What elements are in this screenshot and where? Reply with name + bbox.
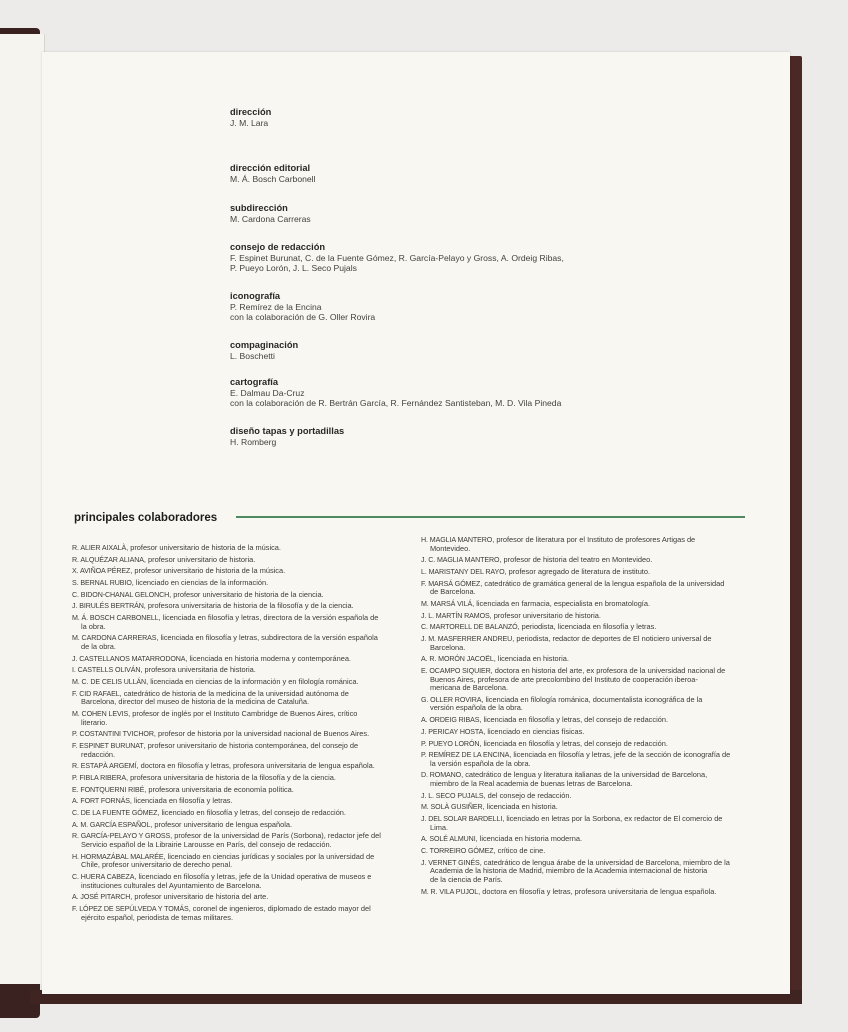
collaborator-description: , licenciada en filología románica, documentalista iconográfica de la: [481, 694, 703, 704]
collaborator-description: , doctora en historia del arte, ex profesora de la universidad nacional de: [490, 665, 726, 675]
collaborator-name: J. M. MASFERRER ANDREU: [421, 635, 513, 643]
collaborator-name: P. REMÍREZ DE LA ENCINA: [421, 751, 510, 760]
collaborator-entry: [72, 591, 400, 600]
collaborator-description: , profesor universitario de historia del arte.: [130, 892, 269, 902]
collaborator-description-continued: literario.: [81, 717, 108, 727]
collaborator-description: , licenciada en filosofía y letras, subdirectora de la versión española: [156, 633, 378, 643]
collaborator-name: X. AVIÑOA PÉREZ: [72, 567, 131, 576]
credit-compaginacion: [230, 340, 298, 361]
collaborator-description: , licenciada en historia.: [482, 802, 558, 812]
collaborator-entry: [421, 655, 749, 664]
collaborator-description: , licenciada en filosofía y letras, jefe de la sección de iconografía de: [509, 750, 731, 760]
collaborator-description-continued: de la obra.: [81, 642, 116, 651]
collaborator-entry: [421, 728, 749, 737]
credit-line: L. Boschetti: [230, 351, 275, 361]
collaborator-entry: [72, 893, 400, 902]
credit-heading: dirección: [230, 107, 272, 117]
collaborator-entry: [72, 786, 400, 795]
collaborator-description: , profesora universitaria de economía política.: [144, 784, 294, 794]
collaborator-description: , catedrático de gramática general de la lengua española de la universidad: [480, 578, 725, 588]
collaborator-entry: [72, 602, 400, 611]
collaborator-description: , profesor universitario de historia de la música.: [130, 566, 286, 576]
collaborator-entry: [72, 567, 400, 576]
collaborator-name: J. DEL SOLAR BARDELLI: [421, 815, 503, 824]
collaborator-description: , licenciada en ciencias de la información y en filología románica.: [146, 677, 359, 687]
book-page: [42, 52, 790, 994]
collaborator-description-continued: Montevideo.: [430, 543, 471, 553]
collaborator-name: F. CID RAFAEL: [72, 689, 120, 698]
credit-heading: dirección editorial: [230, 163, 311, 173]
collaborator-name: C. DE LA FUENTE GÓMEZ: [72, 809, 158, 818]
collaborator-name: G. OLLER ROVIRA: [421, 695, 482, 704]
collaborator-name: C. HUERA CABEZA: [72, 872, 135, 881]
credit-line: M. Cardona Carreras: [230, 214, 311, 224]
collaborator-description: , doctora en filosofía y letras, profesora universitaria de lengua española.: [478, 886, 717, 896]
collaborator-description-continued: la versión española de la obra.: [430, 758, 531, 768]
collaborator-name: R. GARCÍA-PELAYO Y GROSS: [72, 832, 171, 841]
collaborator-entry: [72, 853, 400, 870]
collaborator-name: J. L. MARTÍN RAMOS: [421, 611, 490, 620]
collaborator-name: A. JOSÉ PITARCH: [72, 893, 131, 902]
credit-direccion: [230, 107, 271, 128]
collaborator-description: , catedrático de lengua árabe de la universidad de Barcelona, miembro de la: [479, 857, 730, 867]
collaborator-entry: [421, 612, 749, 621]
collaborator-name: J. PERICAY HOSTA: [421, 727, 484, 736]
collaborator-description: , licenciada en filosofía y letras, directora de la versión española de: [158, 613, 379, 623]
credit-heading: cartografía: [230, 377, 279, 387]
credit-direccion-editorial: [230, 163, 316, 184]
collaborator-description: , profesor de historia del teatro en Montevideo.: [499, 555, 653, 565]
collaborator-description: , licenciada en filosofía y letras.: [129, 796, 233, 806]
collaborator-description: , licenciada en filosofía y letras, del consejo de redacción.: [479, 738, 668, 748]
credit-line: M. Á. Bosch Carbonell: [230, 174, 316, 184]
collaborator-entry: [72, 797, 400, 806]
collaborator-description-continued: miembro de la Real academia de buenas letras de Barcelona.: [430, 779, 633, 789]
collaborator-name: F. LÓPEZ DE SEPÚLVEDA Y TOMÁS: [72, 904, 189, 913]
collaborator-description: , profesor universitario de lengua española.: [150, 819, 293, 829]
collaborator-entry: [421, 568, 749, 577]
collaborator-description: , profesor universitario de historia de la música.: [126, 543, 281, 552]
collaborator-entry: [72, 809, 400, 818]
collaborator-name: R. ALQUÉZAR ALIANA: [72, 555, 144, 564]
collaborator-name: A. M. GARCÍA ESPAÑOL: [72, 820, 151, 829]
collaborator-entry: [421, 847, 749, 856]
credit-line: E. Dalmau Da-Cruz: [230, 388, 305, 398]
credit-consejo-redaccion: [230, 242, 564, 274]
collaborator-description: , licenciada en historia.: [493, 654, 569, 664]
collaborator-name: S. BERNAL RUBIO: [72, 579, 132, 588]
credit-line: F. Espinet Burunat, C. de la Fuente Gómez, R. García-Pelayo y Gross, A. Ordeig Ribas,: [230, 253, 564, 263]
collaborator-entry: [72, 730, 400, 739]
collaborator-description-continued: Servicio español de la Librairie Larousse en París, del consejo de redacción.: [81, 840, 332, 849]
collaborator-entry: [72, 873, 400, 890]
collaborator-description: , licenciada en historia moderna.: [475, 834, 582, 844]
collaborator-description: , profesor de historia por la universidad nacional de Buenos Aires.: [153, 729, 370, 739]
credit-line: J. M. Lara: [230, 118, 269, 128]
credit-heading: consejo de redacción: [230, 242, 326, 252]
credit-heading: diseño tapas y portadillas: [230, 426, 345, 436]
collaborator-name: F. MARSÁ GÓMEZ: [421, 579, 481, 588]
collaborator-entry: [421, 556, 749, 565]
collaborator-entry: [421, 792, 749, 801]
collaborator-description: , licenciado en filosofía y letras, del consejo de redacción.: [157, 808, 346, 818]
collaborator-entry: [421, 580, 749, 597]
collaborator-name: M. C. DE CELIS ULLÁN: [72, 678, 147, 687]
collaborator-name: C. MARTORELL DE BALANZÓ: [421, 623, 518, 632]
collaborator-name: J. CASTELLANOS MATARRODONA: [72, 654, 186, 663]
collaborator-name: P. FIBLA RIBERA: [72, 773, 126, 782]
collaborator-description: , profesor de la universidad de París (Sorbona), redactor jefe del: [170, 831, 381, 841]
collaborator-name: F. ESPINET BURUNAT: [72, 742, 144, 750]
collaborator-description: , profesor universitario de historia.: [489, 610, 601, 620]
collaborator-name: E. FONTQUERNI RIBÉ: [72, 785, 145, 794]
collaborator-description: , coronel de ingenieros, diplomado de estado mayor del: [188, 903, 371, 913]
collaborator-description-continued: Lima.: [430, 822, 449, 832]
collaborator-description-continued: ejército español, periodista de temas militares.: [81, 912, 233, 922]
collaborator-name: M. CARDONA CARRERAS: [72, 634, 157, 643]
collaborator-name: M. R. VILA PUJOL: [421, 887, 479, 896]
collaborator-name: A. ORDEIG RIBAS: [421, 716, 480, 725]
collaborator-description: , profesor universitario de historia.: [143, 554, 256, 564]
left-page-edge: [0, 34, 45, 984]
collaborator-name: J. VERNET GINÉS: [421, 858, 480, 867]
collaborator-name: J. BIRULÉS BERTRÁN: [72, 602, 144, 611]
collaborator-description: , profesora universitaria de historia.: [140, 665, 256, 675]
collaborator-description: , licenciado en ciencias jurídicas y sociales por la universidad de: [163, 851, 375, 861]
collaborator-entry: [72, 832, 400, 849]
credit-heading: iconografía: [230, 291, 281, 301]
collaborator-name: A. R. MORÓN JACOËL: [421, 655, 494, 664]
collaborator-name: M. SOLÀ GUSIÑER: [421, 803, 483, 812]
collaborator-description-continued: Chile, profesor universitario de derecho penal.: [81, 860, 233, 870]
collaborator-entry: [421, 600, 749, 609]
collaborator-name: I. CASTELLS OLIVÁN: [72, 666, 141, 675]
collaborator-entry: [421, 859, 749, 885]
credit-line: H. Romberg: [230, 437, 277, 447]
collaborator-description: , crítico de cine.: [493, 846, 546, 856]
collaborator-description-continued: Barcelona, director del museo de historia de la medicina de Cataluña.: [81, 697, 310, 707]
collaborator-description-continued: la obra.: [81, 621, 106, 631]
credit-diseno-tapas: [230, 426, 344, 447]
collaborator-entry: [421, 815, 749, 832]
collaborator-name: H. MAGLIA MANTERO: [421, 536, 493, 544]
collaborator-entry: [72, 742, 400, 759]
collaborator-entry: [421, 623, 749, 632]
collaborator-description: , profesora universitaria de historia de la filosofía y de la ciencia.: [143, 601, 354, 611]
collaborator-name: P. COSTANTINI TVICHOR: [72, 730, 154, 739]
collaborator-name: E. OCAMPO SIQUIER: [421, 666, 491, 675]
credit-line: con la colaboración de G. Oller Rovira: [230, 312, 376, 323]
collaborator-description-continued: redacción.: [81, 749, 116, 759]
collaborator-name: M. Á. BOSCH CARBONELL: [72, 614, 159, 623]
collaborator-description: , catedrático de historia de la medicina de la universidad autónoma de: [119, 688, 349, 698]
collaborator-description: , periodista, redactor de deportes de El noticiero universal de: [512, 634, 712, 643]
collaborator-description: , profesor universitario de historia contemporánea, del consejo de: [143, 741, 359, 750]
collaborator-entry: [72, 774, 400, 783]
collaborator-entry: [421, 803, 749, 812]
credit-heading: subdirección: [230, 203, 288, 213]
collaborator-name: C. BIDON-CHANAL GELONCH: [72, 590, 170, 599]
collaborator-description: , licenciado en letras por la Sorbona, ex redactor de El comercio de: [502, 814, 723, 824]
collaborator-entry: [72, 905, 400, 922]
credit-line: P. Remírez de la Encina: [230, 302, 322, 312]
credit-heading: compaginación: [230, 340, 299, 350]
collaborator-description-continued: Academia de la historia de Madrid, miembro de la Academia internacional de historia: [430, 866, 708, 876]
collaborator-entry: [72, 634, 400, 651]
collaborator-entry: [421, 771, 749, 788]
collaborator-entry: [421, 635, 749, 652]
collaborator-description: , profesora universitaria de historia de la filosofía y de la ciencia.: [125, 772, 336, 782]
collaborator-description: , profesor universitario de historia de la ciencia.: [169, 589, 324, 599]
collaborator-entry: [72, 678, 400, 687]
collaborator-entry: [421, 740, 749, 749]
collaborator-entry: [72, 710, 400, 727]
collaborator-description: , licenciado en filosofía y letras, jefe de la Unidad operativa de museos e: [134, 871, 372, 881]
collaborators-right-column: [421, 536, 749, 899]
collaborator-entry: [72, 655, 400, 664]
credit-cartografia: [230, 377, 561, 409]
collaborator-description: , licenciada en farmacia, especialista en bromatología.: [472, 598, 651, 608]
collaborator-description-continued: Barcelona.: [430, 642, 466, 652]
collaborator-name: R. ALIER AIXALÀ: [72, 544, 127, 552]
collaborator-entry: [72, 690, 400, 707]
collaborator-entry: [72, 762, 400, 771]
collaborator-name: J. L. SECO PUJALS: [421, 791, 484, 800]
collaborator-description: , licenciada en historia moderna y contemporánea.: [185, 653, 351, 663]
collaborator-description: , licenciado en ciencias de la información.: [131, 578, 269, 588]
collaborator-name: J. C. MAGLIA MANTERO: [421, 556, 500, 565]
collaborator-description: , licenciado en ciencias físicas.: [483, 726, 585, 736]
credit-iconografia: [230, 291, 375, 323]
collaborator-name: M. MARSÁ VILÁ: [421, 599, 473, 608]
collaborator-description: , del consejo de redacción.: [483, 790, 572, 800]
collaborator-description-continued: mericana de Barcelona.: [430, 683, 509, 693]
collaborator-entry: [72, 556, 400, 565]
collaborator-description: , profesor agregado de literatura de instituto.: [504, 566, 651, 576]
credit-line: P. Pueyo Lorón, J. L. Seco Pujals: [230, 263, 357, 274]
collaborator-description-continued: versión española de la obra.: [430, 703, 523, 713]
collaborator-name: M. COHEN LEVIS: [72, 710, 129, 719]
section-divider: [236, 516, 745, 518]
collaborator-entry: [421, 751, 749, 768]
collaborator-entry: [421, 696, 749, 713]
collaborator-description-continued: instituciones culturales del Ayuntamiento de Barcelona.: [81, 880, 262, 890]
collaborator-entry: [72, 821, 400, 830]
collaborator-description: , licenciada en filosofía y letras, del consejo de redacción.: [479, 715, 668, 725]
collaborator-description: , doctora en filosofía y letras, profesora universitaria de lengua española.: [136, 761, 375, 771]
collaborator-description: , profesor de literatura por el Instituto de profesores Artigas de: [492, 535, 696, 544]
collaborator-name: R. ESTAPÀ ARGEMÍ: [72, 762, 137, 771]
collaborator-entry: [72, 579, 400, 588]
collaborator-entry: [421, 888, 749, 897]
collaborator-description: , catedrático de lengua y literatura italianas de la universidad de Barcelona,: [461, 770, 708, 780]
collaborator-name: L. MARISTANY DEL RAYO: [421, 567, 505, 576]
collaborator-name: A. FORT FORNÁS: [72, 797, 130, 806]
collaborator-entry: [72, 544, 400, 553]
collaborator-entry: [421, 835, 749, 844]
collaborator-name: H. HORMAZÁBAL MALARÉE: [72, 852, 164, 861]
collaborator-name: P. PUEYO LORÓN: [421, 739, 480, 748]
credit-line: con la colaboración de R. Bertrán García, R. Fernández Santisteban, M. D. Vila Pineda: [230, 398, 562, 409]
collaborator-description: , periodista, licenciada en filosofía y letras.: [517, 622, 657, 632]
collaborator-entry: [421, 536, 749, 553]
collaborator-entry: [72, 666, 400, 675]
collaborators-left-column: [72, 544, 400, 925]
collaborator-name: A. SOLÉ ALMUNI: [421, 835, 476, 844]
collaborator-entry: [421, 716, 749, 725]
collaborator-name: C. TORREIRO GÓMEZ: [421, 847, 494, 856]
collaborator-description-continued: de la ciencia de París.: [430, 874, 503, 884]
collaborator-description: , profesor de inglés por el Instituto Cambridge de Buenos Aires, crítico: [128, 709, 358, 719]
credit-subdireccion: [230, 203, 311, 224]
collaborator-entry: [421, 667, 749, 693]
collaborator-description-continued: Buenos Aires, profesora de arte precolombino del Instituto de cooperación iberoa-: [430, 674, 698, 684]
collaborator-entry: [72, 614, 400, 631]
collaborator-name: D. ROMANO: [421, 771, 462, 780]
collaborators-title: principales colaboradores: [74, 512, 218, 524]
collaborator-description-continued: de Barcelona.: [430, 587, 476, 597]
